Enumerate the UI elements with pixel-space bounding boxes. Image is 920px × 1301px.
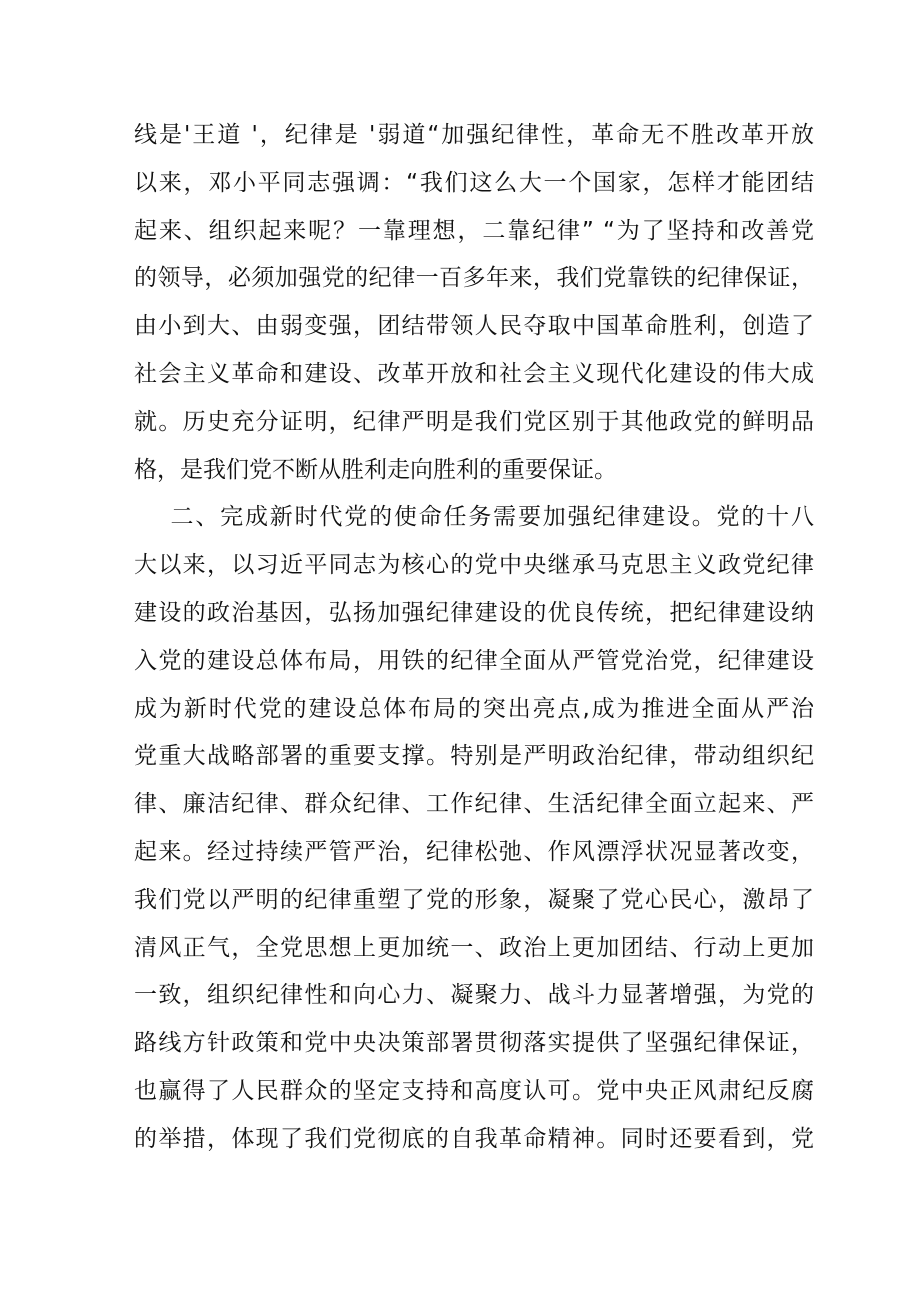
- text-line-13: 成为新时代党的建设总体布局的突出亮点,成为推进全面从严治: [134, 695, 814, 722]
- text-line-14: 党重大战略部署的重要支撑。特别是严明政治纪律，带动组织纪: [134, 743, 814, 770]
- text-line-19: 一致，组织纪律性和向心力、凝聚力、战斗力显著增强，为党的: [134, 982, 814, 1009]
- text-line-8-paragraph-end: 格，是我们党不断从胜利走向胜利的重要保证。: [134, 456, 617, 483]
- body-text: [134, 112, 814, 1164]
- text-line-9-paragraph-start: 二、完成新时代党的使命任务需要加强纪律建设。党的十八: [134, 504, 814, 531]
- text-line-1: 线是'王道 '，纪律是 '弱道“加强纪律性，革命无不胜改革开放: [134, 122, 814, 148]
- text-line-12: 入党的建设总体布局，用铁的纪律全面从严管党治党，纪律建设: [134, 647, 814, 674]
- text-line-16: 起来。经过持续严管严治，纪律松弛、作风漂浮状况显著改变，: [134, 838, 814, 865]
- text-line-11: 建设的政治基因，弘扬加强纪律建设的优良传统，把纪律建设纳: [134, 599, 814, 626]
- text-line-22: 的举措，体现了我们党彻底的自我革命精神。同时还要看到，党: [134, 1125, 814, 1152]
- text-line-21: 也赢得了人民群众的坚定支持和高度认可。党中央正风肃纪反腐: [134, 1077, 814, 1104]
- text-line-17: 我们党以严明的纪律重塑了党的形象，凝聚了党心民心，激昂了: [134, 886, 814, 913]
- text-line-15: 律、廉洁纪律、群众纪律、工作纪律、生活纪律全面立起来、严: [134, 791, 814, 818]
- text-line-6: 社会主义革命和建设、改革开放和社会主义现代化建设的伟大成: [134, 360, 814, 387]
- text-line-20: 路线方针政策和党中央决策部署贯彻落实提供了坚强纪律保证，: [134, 1030, 814, 1057]
- text-line-5: 由小到大、由弱变强，团结带领人民夺取中国革命胜利，创造了: [134, 313, 814, 340]
- text-line-7: 就。历史充分证明，纪律严明是我们党区别于其他政党的鲜明品: [134, 408, 814, 435]
- text-line-2: 以来，邓小平同志强调：“我们这么大一个国家，怎样才能团结: [134, 169, 814, 196]
- text-line-10: 大以来，以习近平同志为核心的党中央继承马克思主义政党纪律: [134, 552, 814, 579]
- text-line-18: 清风正气，全党思想上更加统一、政治上更加团结、行动上更加: [134, 934, 814, 961]
- text-line-3: 起来、组织起来呢？一靠理想，二靠纪律” “为了坚持和改善党: [134, 217, 814, 244]
- text-line-4: 的领导，必须加强党的纪律一百多年来，我们党靠铁的纪律保证，: [134, 265, 814, 292]
